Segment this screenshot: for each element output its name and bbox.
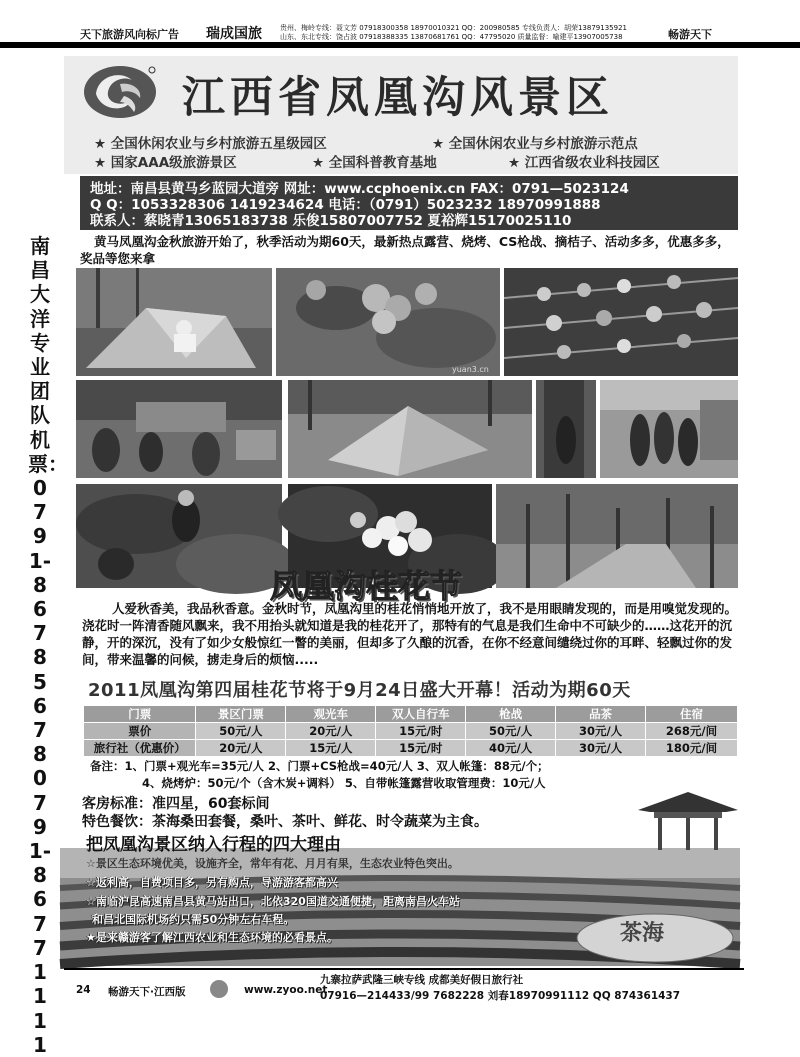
honor-item: ★ 全国科普教育基地 [312,155,437,171]
contact-persons: 联系人：蔡晓青13065183738 乐俊15807007752 夏裕辉15170025110 [90,213,572,229]
reason-item: ☆返利高，自费项目多，另有购点，导游游客都高兴 [86,876,338,889]
reason-item: ☆南临沪昆高速南昌县黄马站出口，北依320国道交通便捷，距离南昌火车站 [86,895,460,908]
table-cell: 180元/间 [646,740,738,757]
top-contacts [280,24,627,42]
page-number: 24 [76,984,91,996]
table-header-cell: 双人自行车 [376,706,466,723]
camping-tent-photo [76,268,272,376]
website-link[interactable]: www.zyoo.net [244,984,328,996]
top-brand: 瑞成国旅 [206,26,262,42]
room-standard: 客房标准：准四星，60套标间 [82,796,270,812]
table-header-row [84,706,738,723]
side-vertical-ad: 南昌大洋专业团队机票：0791-86785678 0791-86771111 [28,234,68,1057]
page-footer [64,968,744,1004]
tea-stone-text: 茶海 [620,920,665,946]
fruit-picking-photo [76,484,282,588]
cs-soldiers-photo [76,380,282,478]
brand-badge-icon [210,980,228,998]
table-header-cell: 枪战 [466,706,556,723]
festival-announcement: 2011凤凰沟第四届桂花节将于9月24日盛大开幕！活动为期60天 [88,680,631,701]
page-title: 江西省凤凰沟风景区 [182,73,614,123]
reason-item: ☆景区生态环境优美，设施齐全，常年有花、月月有果，生态农业特色突出。 [86,857,459,870]
table-cell: 268元/间 [646,723,738,740]
table-cell: 15元/时 [376,723,466,740]
table-header-cell: 品茶 [556,706,646,723]
table-header-cell: 景区门票 [196,706,286,723]
agency-phone-line: 07916—214433/99 7682228 刘春18970991112 QQ 874361437 [320,990,681,1002]
top-contact-line: 贵州、梅岭专线：聂文芳 07918300358 18970010321 QQ：200980585 专线负责人：胡荣13879135921 [280,24,627,32]
table-row [84,723,738,740]
price-note: 4、烧烤炉：50元/个（含木炭+调料） 5、自带帐篷露营收取管理费：10元/人 [142,776,546,790]
honor-item: ★ 江西省级农业科技园区 [508,155,660,171]
table-cell: 30元/人 [556,740,646,757]
table-header-cell: 观光车 [286,706,376,723]
table-cell: 票价 [84,723,196,740]
top-banner [0,22,800,48]
table-header-cell: 门票 [84,706,196,723]
special-dining: 特色餐饮：茶海桑田套餐，桑叶、茶叶、鲜花、时令蔬菜为主食。 [82,814,488,830]
contact-qq-phone: Q Q：1053328306 1419234624 电话：（0791）5023232 18970991888 [90,197,601,213]
reasons-title: 把凤凰沟景区纳入行程的四大理由 [86,835,341,855]
lawn-tent-photo [288,380,532,478]
honor-item: ★ 全国休闲农业与乡村旅游五星级园区 [94,136,327,152]
reason-item: 和昌北国际机场约只需50分钟左右车程。 [92,913,295,926]
contact-address: 地址：南昌县黄马乡蓝园大道旁 网址：www.ccphoenix.cn FAX：0791—5023124 [90,181,629,197]
honor-item: ★ 全国休闲农业与乡村旅游示范点 [432,136,638,152]
table-cell: 20元/人 [286,723,376,740]
top-brand-right: 畅游天下 [668,28,712,41]
agency-line: 九寨拉萨武隆三峡专线 成都美好假日旅行社 [320,974,524,986]
price-note: 备注：1、门票+观光车=35元/人 2、门票+CS枪战=40元/人 3、双人帐篷：88元/个； [90,759,549,773]
table-cell: 20元/人 [196,740,286,757]
pavilion-photo [636,790,740,850]
table-cell: 旅行社（优惠价） [84,740,196,757]
table-cell: 40元/人 [466,740,556,757]
phoenix-logo-icon [80,62,160,120]
table-cell: 15元/时 [376,740,466,757]
festival-article: 人爱秋香美，我品秋香意。金秋时节，凤凰沟里的桂花悄悄地开放了，我不是用眼睛发现的，而是用嗅觉发现的。浇花时一阵清香随风飘来，我不用抬头就知道是我的桂花开了，那特有的气息是我们生命中不可缺少的……这花开的沉静，开的深沉，没有了如少女般惊红一瞥的美丽，但却多了久酿的沉香，在你不经意间缱绕过你的耳畔、轻飘过你的发间，带来温馨的问候，掳走身后的烦恼..... [82,601,738,667]
soldier-doorway-photo [536,380,596,478]
forest-path-photo [496,484,738,588]
intro-text: 黄马凤凰沟金秋旅游开始了，秋季活动为期60天，最新热点露营、烧烤、CS枪战、摘桔子、活动多多，优惠多多，奖品等您来拿 [80,234,730,266]
barbecue-skewers-photo [504,268,738,376]
table-cell: 50元/人 [466,723,556,740]
orange-fruit-photo [276,268,500,376]
table-cell: 15元/人 [286,740,376,757]
table-row [84,740,738,757]
table-cell: 50元/人 [196,723,286,740]
price-table [84,706,738,757]
photo-watermark: yuan3.cn [452,365,489,374]
table-header-cell: 住宿 [646,706,738,723]
publication-name: 畅游天下·江西版 [108,986,186,998]
contact-bar [80,176,738,230]
honor-item: ★ 国家AAA级旅游景区 [94,155,237,171]
top-slogan: 天下旅游风向标广告 [80,28,179,41]
soldiers-group-photo [600,380,738,478]
table-cell: 30元/人 [556,723,646,740]
hotel-info [82,795,488,831]
festival-title: 凤凰沟桂花节 [270,567,463,605]
reason-item: ★是来赣游客了解江西农业和生态环境的必看景点。 [86,931,338,944]
top-contact-line: 山东、东北专线：饶占波 07918388335 13870681761 QQ：47795020 质量监督：喻建平13907005738 [280,33,623,41]
